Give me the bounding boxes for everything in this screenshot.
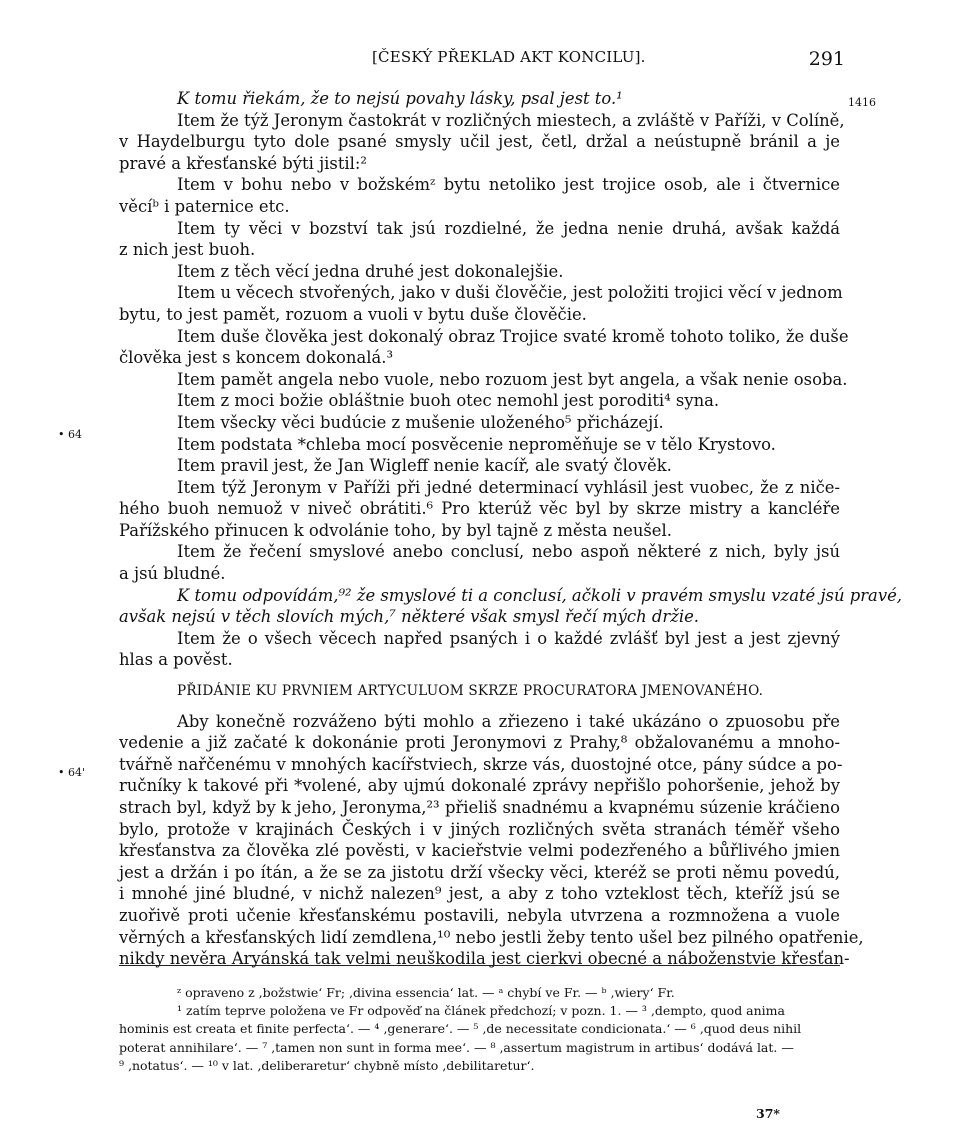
text-line: pravé a křesťanské býti jistil:² (119, 153, 367, 173)
section-heading: PŘIDÁNIE KU PRVNIEM ARTYCULUOM SKRZE PROCURATORA JMENOVANÉHO. (177, 683, 764, 700)
margin-year: 1416 (848, 96, 876, 109)
text-line: Item že týž Jeronym častokrát v rozličných miestech, a zvláště v Paříži, v Colíně, (177, 110, 845, 130)
text-line: hého buoh nemuož v niveč obrátiti.⁶ Pro kterúž věc byl by skrze mistry a kancléře (119, 499, 840, 519)
text-line: ručníky k takové při *volené, aby ujmú dokonalé zprávy nepřišlo pohoršenie, jehož by (119, 776, 840, 796)
text-line: Item z moci božie obláštnie buoh otec nemohl jest poroditi⁴ syna. (177, 391, 720, 411)
text-line: i mnohé jiné bludné, v nichž nalezen⁹ jest, a aby z toho vzteklost těch, kteříž jsú se (119, 884, 840, 904)
text-line: z nich jest buoh. (119, 240, 256, 260)
text-line: Item u věcech stvořených, jako v duši člověčie, jest položiti trojici věcí v jednom (177, 283, 843, 303)
footnote: ⁹ ‚notatus‘. — ¹⁰ v lat. ‚deliberaretur‘ chybně místo ‚debilitaretur‘. (119, 1057, 535, 1073)
text-line: Item v bohu nebo v božskémᶻ bytu netoliko jest trojice osob, ale i čtvernice (177, 175, 840, 195)
page-header (0, 48, 960, 78)
text-line: v Haydelburgu tyto dole psané smysly učil jest, četl, držal a neústupně bránil a je (119, 132, 840, 152)
text-line: K tomu odpovídám,⁹² že smyslové ti a conclusí, ačkoli v pravém smyslu vzaté jsú pravé, (177, 585, 902, 605)
text-line: jest a držán i po ítán, a že se za jistotu drží všecky věci, kteréž se proti němu povedú, (119, 862, 840, 882)
margin-ref-64b: • 64' (58, 766, 86, 779)
text-line: křesťanstva za člověka zlé pověsti, v kacieřstvie velmi podezřeného a bůřlivého jmien (119, 841, 840, 861)
text-line: avšak nejsú v těch slovích mých,⁷ některé však smysl řečí mých držie. (119, 607, 699, 627)
text-line: a jsú bludné. (119, 564, 226, 584)
footnote: ¹ zatím teprve položena ve Fr odpověď na článek předchozí; v pozn. 1. — ³ ‚dempto, quod anima (177, 1003, 785, 1019)
text-line: Item ty věci v bozství tak jsú rozdielné, že jedna nenie druhá, avšak každá (177, 218, 840, 238)
text-line: člověka jest s koncem dokonalá.³ (119, 348, 394, 368)
text-line: nikdy nevěra Aryánská tak velmi neuškodila jest cierkvi obecné a náboženstvie křesťan- (119, 949, 850, 969)
text-line: Item podstata *chleba mocí posvěcenie neproměňuje se v tělo Krystovo. (177, 434, 776, 454)
text-line: Item z těch věcí jedna druhé jest dokonalejšie. (177, 261, 564, 281)
text-line: hlas a pověst. (119, 650, 233, 670)
footnote: hominis est creata et finite perfecta‘. — ⁴ ‚generare‘. — ⁵ ‚de necessitate condicionata.‘ — ⁶ ‚quod deus nihil (119, 1021, 802, 1037)
text-line: bylo, protože v krajinách Českých i v jiných rozličných světa stranách téměř všeho (119, 819, 840, 839)
text-line: Item pamět angela nebo vuole, nebo rozuom jest byt angela, a však nenie osoba. (177, 369, 848, 389)
text-line: věcíᵇ i paternice etc. (119, 196, 290, 216)
text-line: zuořivě proti učenie křesťanskému postavili, nebyla utvrzena a rozmnožena a vuole (119, 905, 840, 925)
text-line: Item týž Jeronym v Paříži při jedné determinací vyhlásil jest vuobec, že z niče- (177, 477, 840, 497)
text-line: Item všecky věci budúcie z mušenie uloženého⁵ přicházejí. (177, 412, 664, 432)
running-head: [ČESKÝ PŘEKLAD AKT KONCILU]. (372, 48, 646, 66)
text-line: Item pravil jest, že Jan Wigleff nenie kacíř, ale svatý člověk. (177, 456, 672, 476)
margin-ref-64: • 64 (58, 428, 82, 441)
text-line: Item že o všech věcech napřed psaných i o každé zvlášť byl jest a jest zjevný (177, 628, 840, 648)
text-line: tvářně nařčenému v mnohých kacířstviech, skrze vás, duostojné otce, pány súdce a po- (119, 754, 843, 774)
footnotes (119, 984, 840, 1075)
footnote: ᶻ opraveno z ‚božstwie‘ Fr; ‚divina essencia‘ lat. — ᵃ chybí ve Fr. — ᵇ ‚wiery‘ Fr. (177, 985, 675, 1000)
footnote: poterat annihilare‘. — ⁷ ‚tamen non sunt in forma mee‘. — ⁸ ‚assertum magistrum in artibus‘ dodává lat. — (119, 1039, 794, 1055)
text-line: strach byl, když by k jeho, Jeronyma,²³ přieliš snadnému a kvapnému súzenie kráčieno (119, 798, 840, 817)
text-line: Aby konečně rozváženo býti mohlo a zřiezeno i také ukázáno o zpuosobu pře (177, 711, 840, 731)
text-line: bytu, to jest pamět, rozuom a vuoli v bytu duše člověčie. (119, 304, 587, 324)
footnote-rule (119, 965, 840, 966)
text-line: Item že řečení smyslové anebo conclusí, nebo aspoň některé z nich, byly jsú (177, 542, 840, 562)
text-line: vedenie a již začaté k dokonánie proti Jeronymovi z Prahy,⁸ obžalovanému a mnoho- (119, 733, 840, 753)
signature-mark: 37* (756, 1106, 780, 1121)
text-line: věrných a křesťanských lidí zemdlena,¹⁰ nebo jestli žeby tento ušel bez pilného opatřenie, (119, 927, 864, 947)
text-line: Pařížského přinucen k odvolánie toho, by byl tajně z města neušel. (119, 520, 672, 540)
text-line: K tomu řiekám, že to nejsú povahy lásky, psal jest to.¹ (177, 89, 623, 108)
page-number: 291 (808, 48, 845, 70)
text-line: Item duše člověka jest dokonalý obraz Trojice svaté kromě tohoto toliko, že duše (177, 326, 849, 346)
